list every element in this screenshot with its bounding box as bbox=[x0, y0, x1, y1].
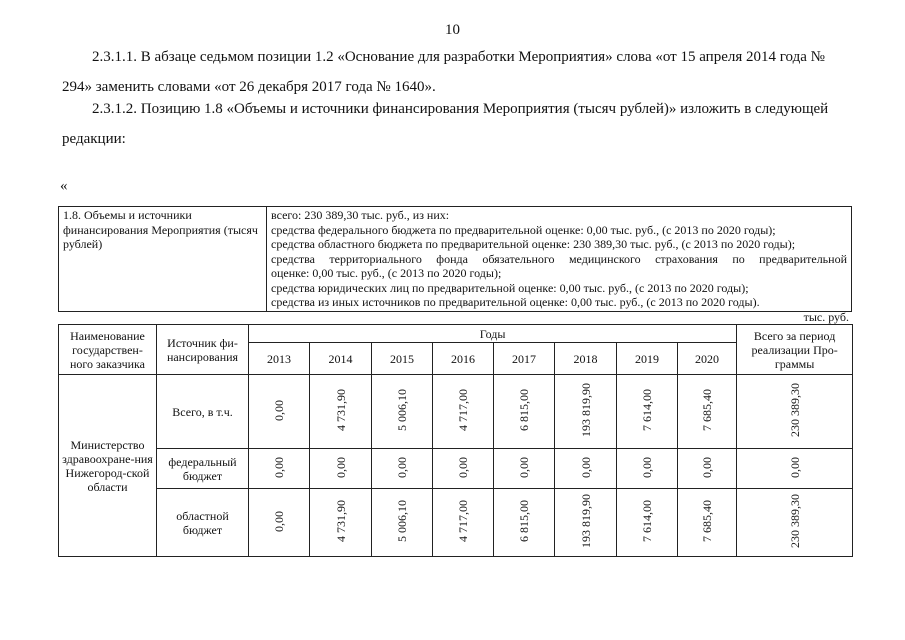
value-cell bbox=[494, 449, 555, 489]
value-text: 0,00 bbox=[272, 399, 286, 421]
source-cell: Всего, в т.ч. bbox=[157, 375, 249, 449]
year-header: 2020 bbox=[678, 343, 737, 375]
position-label: 1.8. Объемы и источники финансирования Мероприятия (тысяч рублей) bbox=[59, 207, 267, 312]
value-text: 5 006,10 bbox=[395, 389, 409, 431]
description-line: средства федерального бюджета по предварительной оценке: 0,00 тыс. руб., (с 2013 по 2020 годы); bbox=[271, 222, 776, 237]
position-description bbox=[267, 207, 852, 312]
paragraph-2-3-1-1: 2.3.1.1. В абзаце седьмом позиции 1.2 «Основание для разработки Мероприятия» слова «от 15 апреля 2014 года № 294» заменить словами «от 26 декабря 2017 года № 1640». bbox=[62, 49, 825, 95]
source-cell: федеральный бюджет bbox=[157, 449, 249, 489]
year-header: 2013 bbox=[249, 343, 310, 375]
value-cell bbox=[310, 449, 372, 489]
header-years: Годы bbox=[249, 325, 737, 343]
value-text: 4 717,00 bbox=[456, 389, 470, 431]
total-text: 230 389,30 bbox=[787, 494, 802, 548]
value-cell bbox=[678, 375, 737, 449]
value-cell bbox=[617, 449, 678, 489]
year-header: 2015 bbox=[372, 343, 433, 375]
table-row bbox=[59, 375, 853, 449]
value-cell bbox=[555, 375, 617, 449]
value-text: 6 815,00 bbox=[517, 500, 531, 542]
value-cell bbox=[433, 375, 494, 449]
page-number: 10 bbox=[445, 22, 460, 38]
paragraph-2-3-1-2: 2.3.1.2. Позицию 1.8 «Объемы и источники финансирования Мероприятия (тысяч рублей)» изложить в следующей редакции: bbox=[62, 101, 829, 147]
value-cell bbox=[249, 449, 310, 489]
value-cell bbox=[310, 489, 372, 557]
value-text: 0,00 bbox=[333, 456, 348, 478]
value-text: 0,00 bbox=[700, 456, 715, 478]
financing-table bbox=[58, 324, 853, 557]
description-line: средства территориального фонда обязательного медицинского страхования по предварительной bbox=[271, 251, 847, 266]
value-cell bbox=[372, 375, 433, 449]
value-cell bbox=[494, 489, 555, 557]
table-row bbox=[59, 449, 853, 489]
value-cell bbox=[678, 449, 737, 489]
value-cell bbox=[433, 449, 494, 489]
value-text: 0,00 bbox=[517, 456, 531, 478]
header-customer: Наименование государствен-ного заказчика bbox=[59, 325, 157, 375]
value-cell bbox=[249, 375, 310, 449]
value-cell bbox=[433, 489, 494, 557]
source-cell: областной бюджет bbox=[157, 489, 249, 557]
header-total: Всего за период реализации Про-граммы bbox=[737, 325, 853, 375]
value-text: 7 614,00 bbox=[640, 389, 654, 431]
year-header: 2014 bbox=[310, 343, 372, 375]
description-line: средства областного бюджета по предварительной оценке: 230 389,30 тыс. руб., (с 2013 по 2020 годы); bbox=[271, 237, 796, 251]
value-text: 0,00 bbox=[395, 456, 409, 478]
value-text: 193 819,90 bbox=[578, 494, 593, 548]
total-cell bbox=[737, 449, 853, 489]
total-text: 0,00 bbox=[787, 456, 802, 478]
value-cell bbox=[372, 449, 433, 489]
value-text: 0,00 bbox=[272, 456, 286, 478]
value-text: 4 731,90 bbox=[333, 500, 348, 542]
opening-quote: « bbox=[60, 178, 68, 194]
value-cell bbox=[555, 489, 617, 557]
value-text: 7 685,40 bbox=[700, 389, 715, 431]
value-text: 4 717,00 bbox=[456, 500, 470, 542]
year-header: 2016 bbox=[433, 343, 494, 375]
value-text: 0,00 bbox=[578, 456, 593, 478]
total-cell bbox=[737, 375, 853, 449]
year-header: 2017 bbox=[494, 343, 555, 375]
unit-label: тыс. руб. bbox=[803, 310, 849, 324]
description-line: средства из иных источников по предварительной оценке: 0,00 тыс. руб., (с 2013 по 2020 годы). bbox=[271, 295, 760, 309]
value-text: 0,00 bbox=[272, 510, 286, 532]
year-header: 2019 bbox=[617, 343, 678, 375]
value-text: 4 731,90 bbox=[333, 389, 348, 431]
value-cell bbox=[310, 375, 372, 449]
header-source: Источник фи-нансирования bbox=[157, 325, 249, 375]
value-cell bbox=[494, 375, 555, 449]
customer-cell: Министерство здравоохране-ния Нижегород-ской области bbox=[59, 375, 157, 557]
value-text: 5 006,10 bbox=[395, 500, 409, 542]
value-cell bbox=[372, 489, 433, 557]
description-line: оценке: 0,00 тыс. руб., (с 2013 по 2020 годы); bbox=[271, 266, 502, 280]
value-text: 0,00 bbox=[640, 456, 654, 478]
description-line: всего: 230 389,30 тыс. руб., из них: bbox=[271, 208, 450, 222]
total-cell bbox=[737, 489, 853, 557]
table-row bbox=[59, 489, 853, 557]
value-text: 6 815,00 bbox=[517, 389, 531, 431]
total-text: 230 389,30 bbox=[787, 383, 802, 437]
value-cell bbox=[678, 489, 737, 557]
value-text: 0,00 bbox=[456, 456, 470, 478]
value-cell bbox=[249, 489, 310, 557]
value-cell bbox=[617, 489, 678, 557]
value-cell bbox=[617, 375, 678, 449]
value-text: 193 819,90 bbox=[578, 383, 593, 437]
value-text: 7 685,40 bbox=[700, 500, 715, 542]
description-line: средства юридических лиц по предварительной оценке: 0,00 тыс. руб., (с 2013 по 2020 годы); bbox=[271, 280, 749, 295]
value-text: 7 614,00 bbox=[640, 500, 654, 542]
value-cell bbox=[555, 449, 617, 489]
position-1-8-table bbox=[58, 206, 852, 312]
year-header: 2018 bbox=[555, 343, 617, 375]
